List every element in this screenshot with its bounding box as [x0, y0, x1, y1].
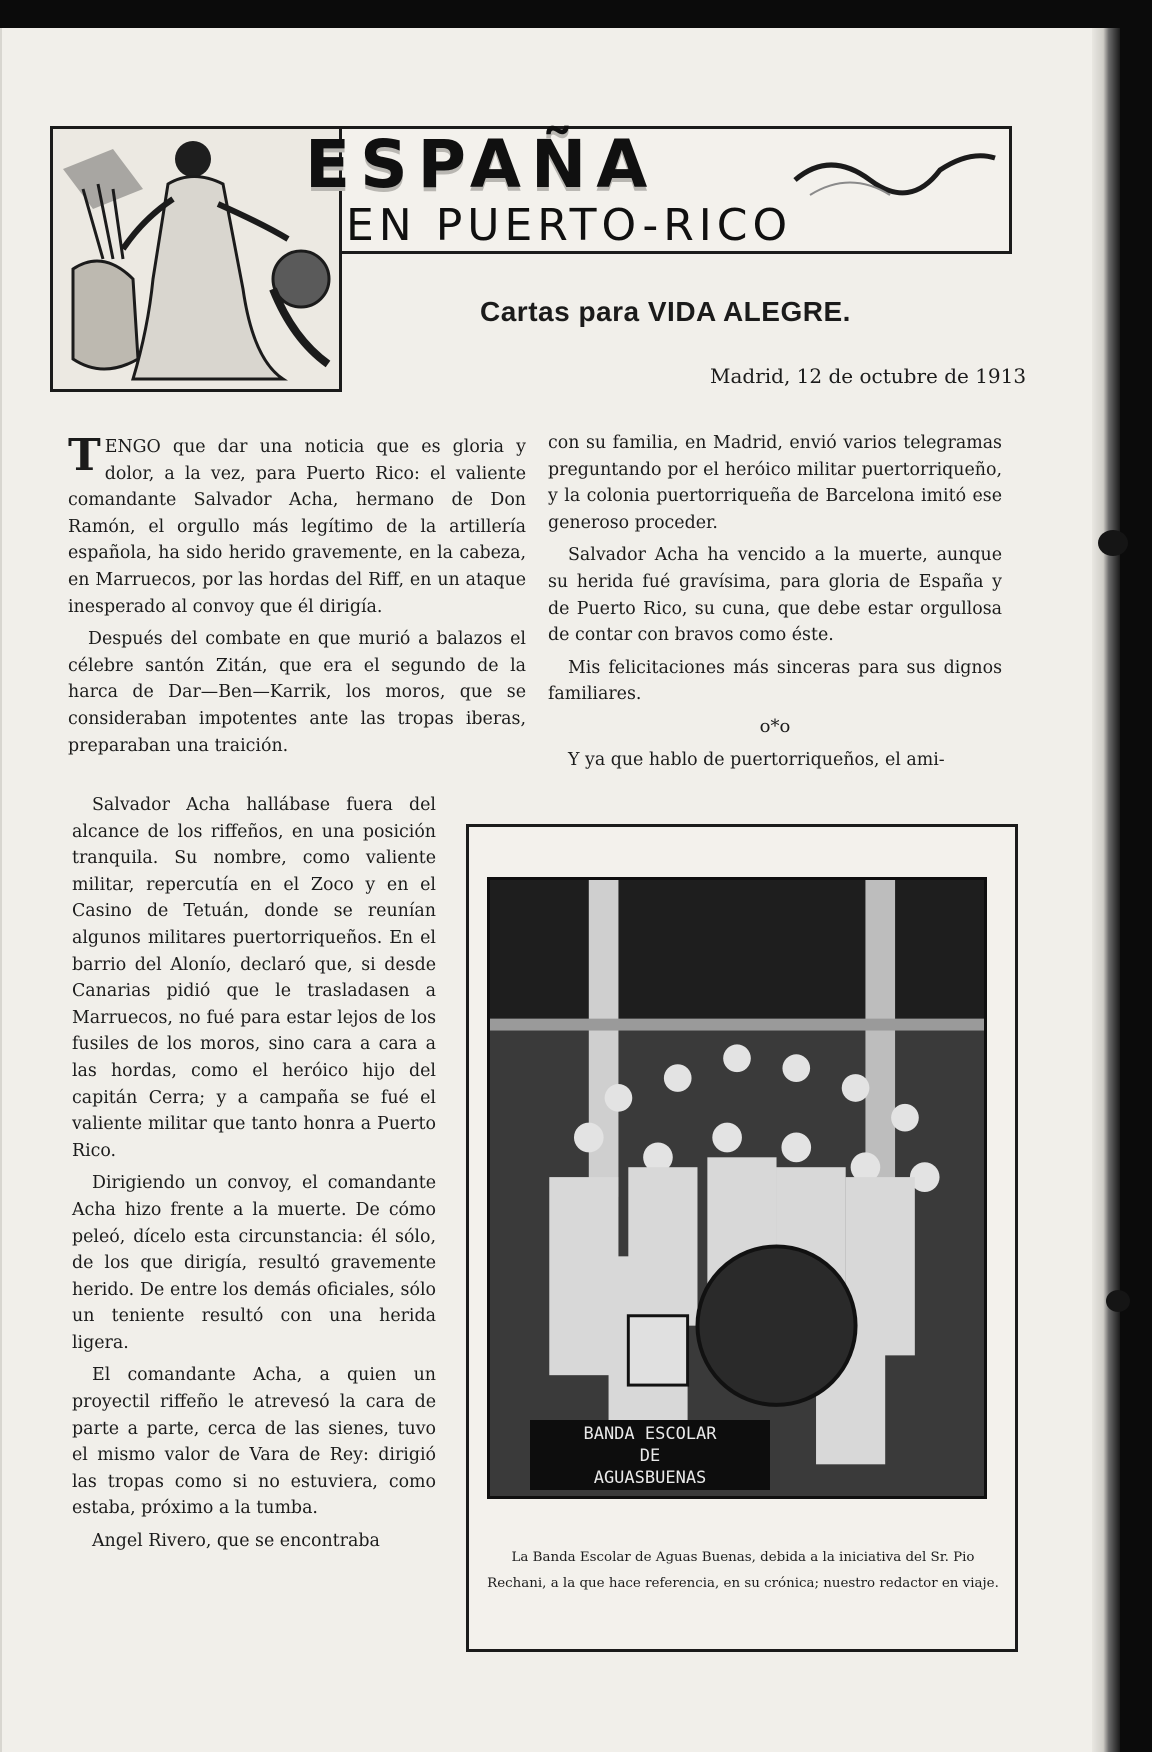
drop-cap: T [68, 430, 101, 481]
page-damage [1106, 1290, 1130, 1312]
photo-caption: La Banda Escolar de Aguas Buenas, debida a la iniciativa del Sr. Pio Rechani, a la que hace referencia, en su crónica; nuestro redactor en viaje. [487, 1550, 999, 1591]
section-ornament: o*o [759, 715, 791, 737]
paragraph: Angel Rivero, que se encontraba [92, 1531, 380, 1552]
paragraph: El comandante Acha, a quien un proyectil riffeño le atrevesó la cara de parte a parte, cerca de las sienes, tuvo el mismo valor de Vara de Rey: dirigió las tropas como si no estuviera, como estaba, próximo a la tumba. [72, 1365, 436, 1519]
sign-text: AGUASBUENAS [593, 1468, 707, 1488]
binding-edge [1092, 28, 1120, 1752]
page-damage [1098, 530, 1128, 556]
flourish-icon [790, 140, 1000, 210]
band-photograph [487, 877, 987, 1499]
allegory-illustration [50, 126, 342, 392]
article-title: Cartas para VIDA ALEGRE. [480, 296, 851, 327]
sign-text: DE [639, 1446, 661, 1466]
band-sign [530, 1420, 770, 1490]
dateline: Madrid, 12 de octubre de 1913 [710, 364, 1027, 388]
masthead-title: ESPAÑA [305, 126, 658, 203]
paragraph: Salvador Acha hallábase fuera del alcance de los riffeños, en una posición tranquila. Su nombre, como valiente militar, repercutía en el Zoco y en el Casino de Tetuán, donde se reunían algunos militares puertorriqueños. En el barrio del Alonío, declaró que, si desde Canarias pidió que le trasladasen a Marruecos, no fué para estar lejos de los fusiles de los moros, sino cara a cara a las hordas, como el heróico hijo del capitán Cerra; y a campaña se fué el valiente militar que tanto honra a Puerto Rico. [72, 795, 436, 1161]
article-column-left-bottom [72, 792, 436, 1561]
sign-text: BANDA ESCOLAR [583, 1424, 717, 1444]
paragraph: Dirigiendo un convoy, el comandante Acha hizo frente a la muerte. De cómo peleó, dícelo esta circunstancia: él sólo, de los que dirigía, resultó gravemente herido. De entre los demás oficiales, sólo un teniente resultó con una herida ligera. [72, 1173, 436, 1353]
paragraph: con su familia, en Madrid, envió varios telegramas preguntando por el heróico militar puertorriqueño, y la colonia puertorriqueña de Barcelona imitó ese generoso proceder. [548, 433, 1002, 533]
masthead-banner [50, 126, 1012, 392]
article-column-left-top [68, 430, 526, 765]
article-column-right [548, 430, 1002, 779]
paragraph: Mis felicitaciones más sinceras para sus dignos familiares. [548, 657, 1002, 705]
paragraph: Y ya que hablo de puertorriqueños, el ami- [568, 749, 945, 770]
paragraph: Después del combate en que murió a balazos el célebre santón Zitán, que era el segundo de la harca de Dar—Ben—Karrik, los moros, que se consideraban impotentes ante las tropas iberas, preparaban una traición. [68, 629, 526, 756]
school-band-photo-icon [490, 880, 984, 1496]
paragraph: Salvador Acha ha vencido a la muerte, aunque su herida fué gravísima, para gloria de España y de Puerto Rico, su cuna, que debe estar orgullosa de contar con bravos como éste. [548, 545, 1002, 646]
photo-frame [466, 824, 1018, 1652]
paragraph: ENGO que dar una noticia que es gloria y dolor, a la vez, para Puerto Rico: el valiente comandante Salvador Acha, hermano de Don Ramón, el orgullo más legítimo de la artillería española, ha sido herido gravemente, en la cabeza, en Marruecos, por las hordas del Riff, en un ataque inesperado al convoy que él dirigía. [68, 437, 526, 617]
masthead-subtitle: EN PUERTO-RICO [346, 200, 793, 251]
allegory-figure-icon [53, 129, 342, 392]
